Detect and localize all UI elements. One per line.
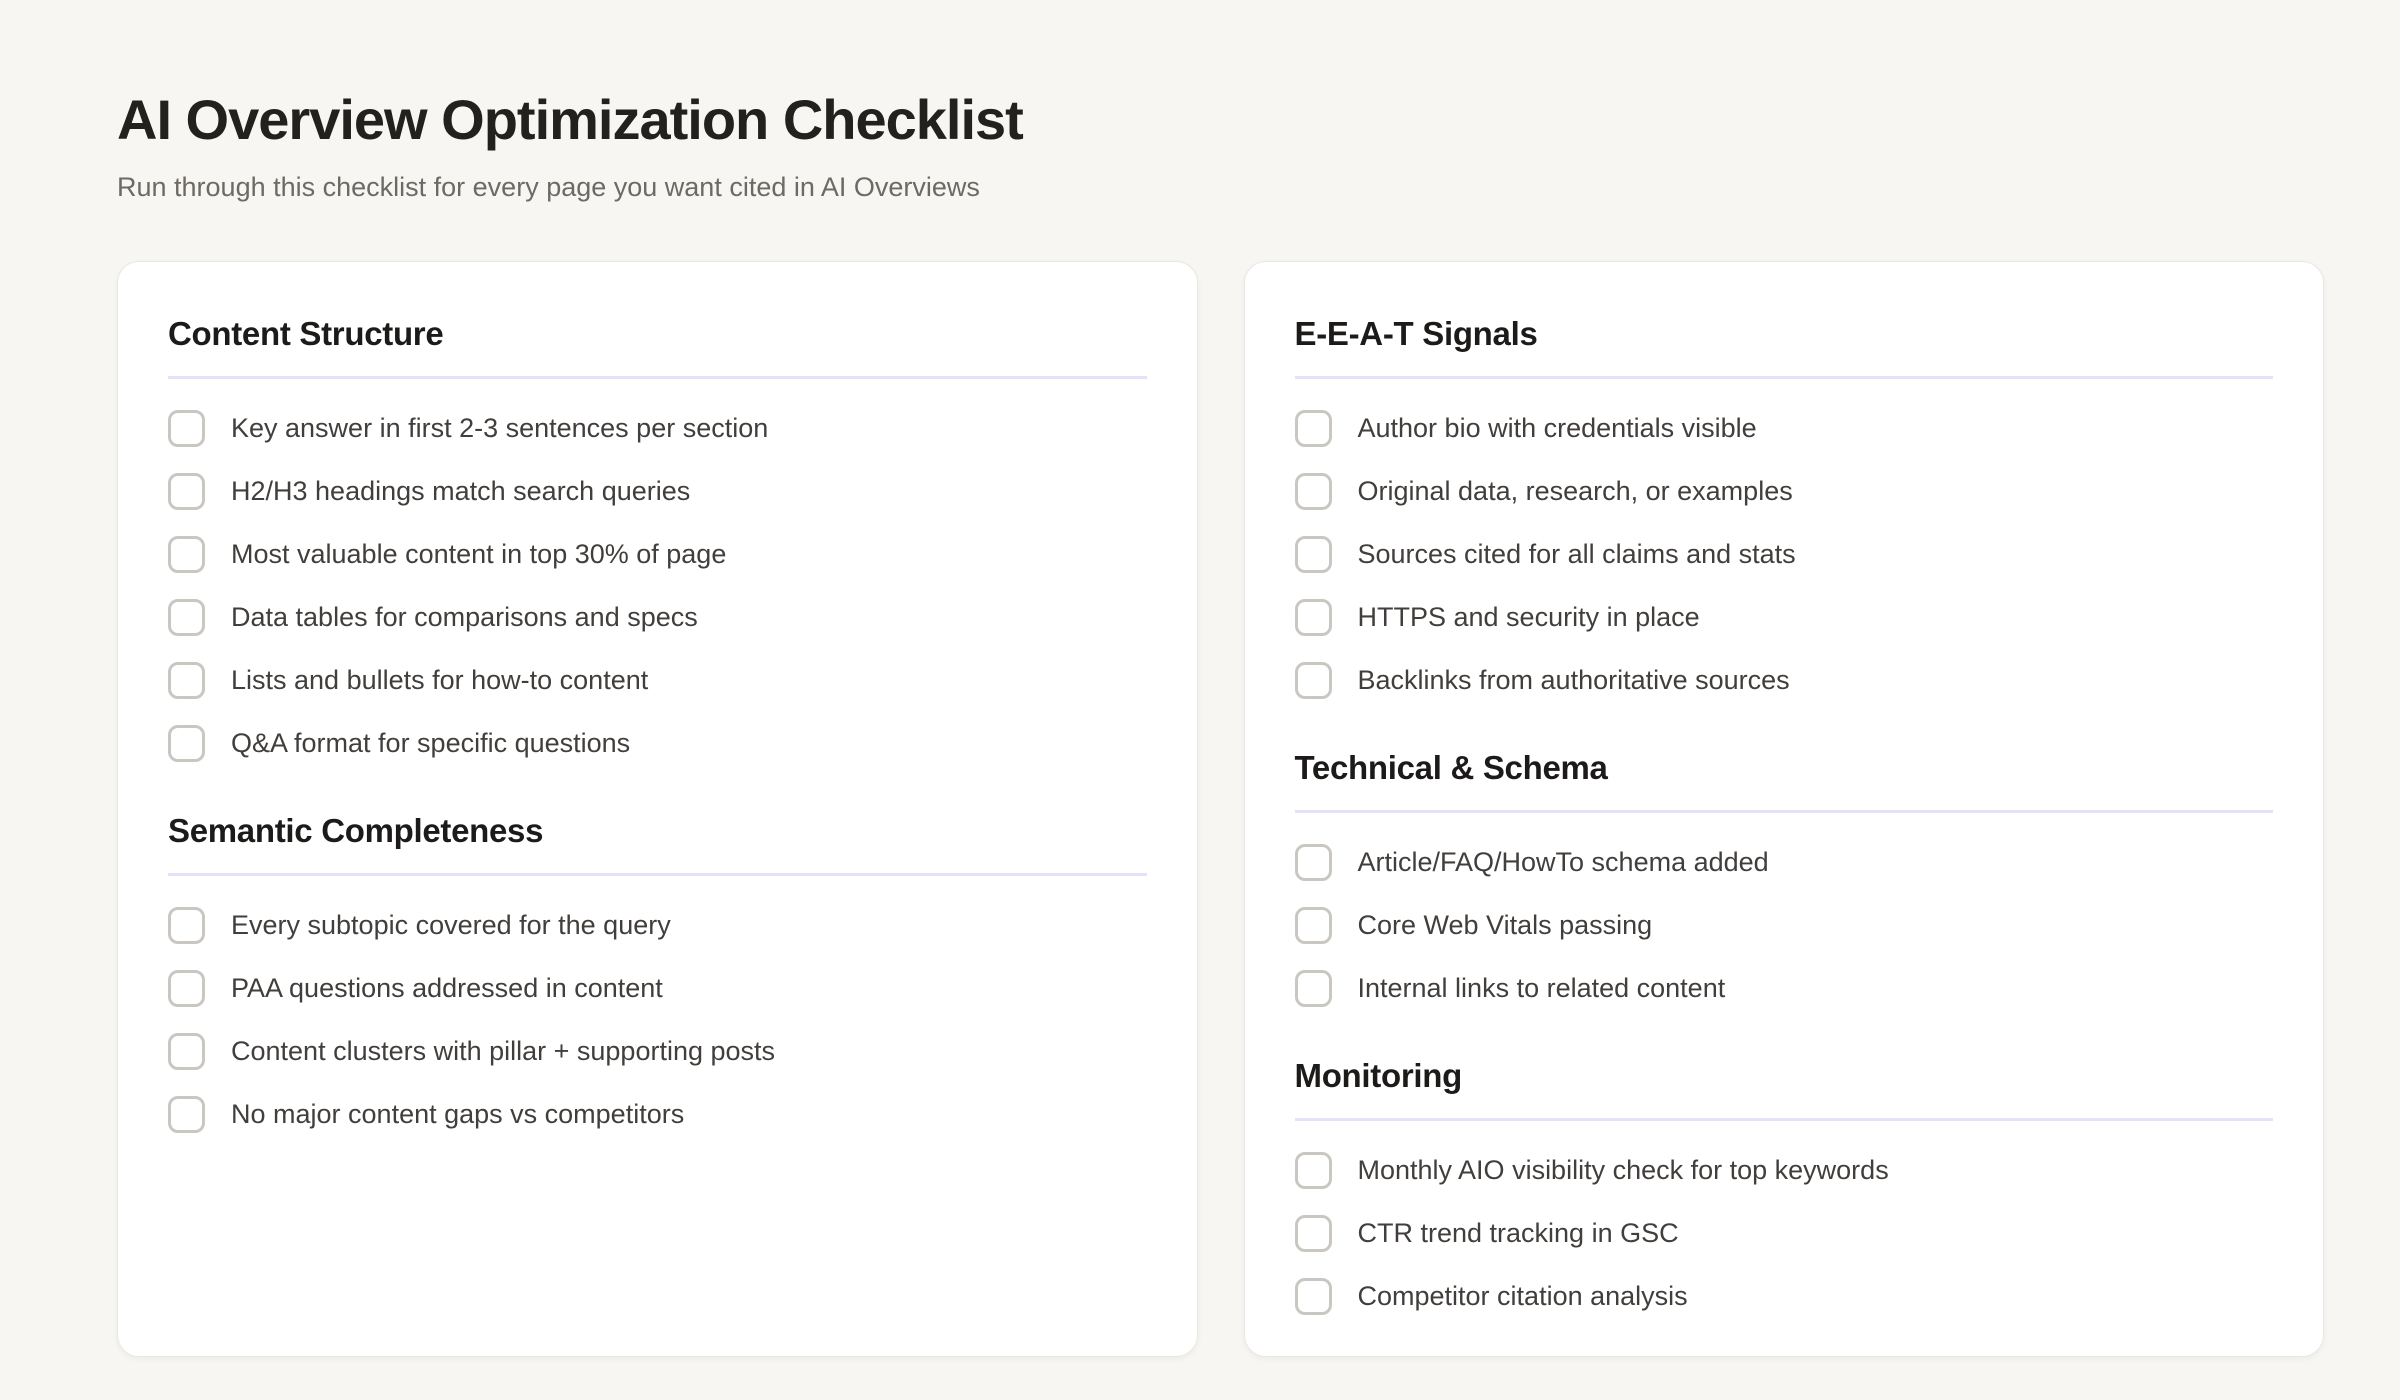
checkbox[interactable]	[168, 536, 205, 573]
checklist-item-label: No major content gaps vs competitors	[231, 1099, 685, 1130]
checklist-row[interactable]	[168, 1083, 1147, 1146]
checkbox[interactable]	[168, 907, 205, 944]
checklist-columns	[117, 261, 2324, 1357]
section-title: Technical & Schema	[1294, 749, 1608, 787]
checkbox[interactable]	[168, 970, 205, 1007]
checklist-row[interactable]	[168, 523, 1147, 586]
checklist-item-label: Competitor citation analysis	[1357, 1281, 1688, 1312]
checklist-card-right	[1244, 261, 2325, 1357]
checklist-row[interactable]	[1295, 1202, 2274, 1265]
checkbox[interactable]	[1295, 1215, 1332, 1252]
checklist-item-label: Article/FAQ/HowTo schema added	[1357, 847, 1769, 878]
checklist-row[interactable]	[1295, 957, 2274, 1020]
checklist-row[interactable]	[1295, 460, 2274, 523]
checklist-item-label: Core Web Vitals passing	[1357, 910, 1653, 941]
checklist-row[interactable]	[1295, 1265, 2274, 1328]
checklist-item-label: Original data, research, or examples	[1357, 476, 1793, 507]
checklist-item-label: Backlinks from authoritative sources	[1357, 665, 1790, 696]
checklist-row[interactable]	[168, 712, 1147, 775]
checklist-row[interactable]	[168, 460, 1147, 523]
checklist-item-label: Lists and bullets for how-to content	[231, 665, 649, 696]
checklist-row[interactable]	[168, 397, 1147, 460]
checklist-row[interactable]	[168, 1020, 1147, 1083]
checklist-row[interactable]	[168, 894, 1147, 957]
checklist-row[interactable]	[1295, 586, 2274, 649]
checklist-row[interactable]	[168, 957, 1147, 1020]
section-divider	[1295, 810, 2274, 813]
checklist-row[interactable]	[1295, 397, 2274, 460]
checklist-item-label: HTTPS and security in place	[1357, 602, 1700, 633]
checkbox[interactable]	[1295, 844, 1332, 881]
checklist-item-label: Sources cited for all claims and stats	[1357, 539, 1796, 570]
checklist-item-label: Data tables for comparisons and specs	[231, 602, 698, 633]
checkbox[interactable]	[1295, 473, 1332, 510]
checklist-row[interactable]	[1295, 1139, 2274, 1202]
page-title: AI Overview Optimization Checklist	[117, 88, 1023, 151]
checkbox[interactable]	[168, 1033, 205, 1070]
section-divider	[1295, 1118, 2274, 1121]
section-divider	[168, 873, 1147, 876]
checklist-section	[168, 811, 1147, 1146]
checkbox[interactable]	[1295, 1152, 1332, 1189]
section-title: Content Structure	[168, 315, 444, 353]
page-subtitle: Run through this checklist for every page you want cited in AI Overviews	[117, 172, 980, 203]
checkbox[interactable]	[168, 725, 205, 762]
section-title: Semantic Completeness	[168, 812, 544, 850]
checklist-row[interactable]	[1295, 523, 2274, 586]
checklist-item-label: H2/H3 headings match search queries	[231, 476, 691, 507]
checklist-row[interactable]	[168, 586, 1147, 649]
checkbox[interactable]	[1295, 662, 1332, 699]
checklist-item-label: CTR trend tracking in GSC	[1357, 1218, 1679, 1249]
checklist-item-label: Content clusters with pillar + supporting posts	[231, 1036, 776, 1067]
section-title: Monitoring	[1294, 1057, 1462, 1095]
checkbox[interactable]	[1295, 907, 1332, 944]
checklist-item-label: Every subtopic covered for the query	[231, 910, 671, 941]
checkbox[interactable]	[168, 1096, 205, 1133]
section-title: E-E-A-T Signals	[1294, 315, 1538, 353]
checkbox[interactable]	[1295, 410, 1332, 447]
checklist-section	[1295, 748, 2274, 1020]
section-divider	[168, 376, 1147, 379]
checklist-item-label: Most valuable content in top 30% of page	[231, 539, 727, 570]
checklist-item-label: Internal links to related content	[1357, 973, 1726, 1004]
checklist-row[interactable]	[1295, 831, 2274, 894]
checkbox[interactable]	[168, 410, 205, 447]
checklist-item-label: PAA questions addressed in content	[231, 973, 663, 1004]
checkbox[interactable]	[1295, 970, 1332, 1007]
checkbox[interactable]	[168, 662, 205, 699]
checklist-row[interactable]	[1295, 894, 2274, 957]
checkbox[interactable]	[168, 599, 205, 636]
checkbox[interactable]	[1295, 599, 1332, 636]
checklist-card-left	[117, 261, 1198, 1357]
checklist-section	[168, 314, 1147, 775]
checklist-item-label: Author bio with credentials visible	[1357, 413, 1757, 444]
checklist-item-label: Q&A format for specific questions	[231, 728, 631, 759]
section-divider	[1295, 376, 2274, 379]
checklist-row[interactable]	[168, 649, 1147, 712]
checkbox[interactable]	[1295, 1278, 1332, 1315]
checklist-item-label: Monthly AIO visibility check for top keywords	[1357, 1155, 1889, 1186]
checklist-row[interactable]	[1295, 649, 2274, 712]
checklist-item-label: Key answer in first 2-3 sentences per section	[231, 413, 769, 444]
checklist-section	[1295, 314, 2274, 712]
checkbox[interactable]	[1295, 536, 1332, 573]
checkbox[interactable]	[168, 473, 205, 510]
checklist-section	[1295, 1056, 2274, 1328]
